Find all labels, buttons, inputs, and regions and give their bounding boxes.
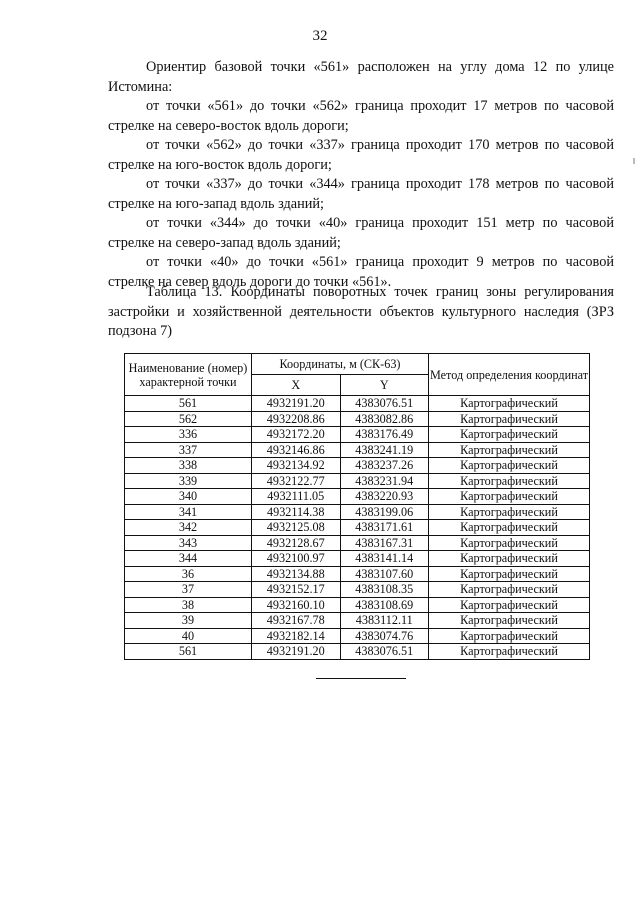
table-row xyxy=(125,427,590,443)
cell-point: 337 xyxy=(125,442,252,458)
cell-method: Картографический xyxy=(429,504,590,520)
table-body xyxy=(125,396,590,660)
cell-method: Картографический xyxy=(429,566,590,582)
table-row xyxy=(125,628,590,644)
cell-point: 562 xyxy=(125,411,252,427)
table-row xyxy=(125,644,590,660)
table-row xyxy=(125,566,590,582)
cell-y: 4383171.61 xyxy=(340,520,429,536)
table-row xyxy=(125,613,590,629)
scan-mark xyxy=(633,158,635,164)
cell-y: 4383199.06 xyxy=(340,504,429,520)
header-y: Y xyxy=(340,375,429,396)
paragraph-segment-1: от точки «561» до точки «562» граница проходит 17 метров по часовой стрелке на северо-восток вдоль дороги; xyxy=(108,98,614,134)
cell-y: 4383241.19 xyxy=(340,442,429,458)
coordinates-table xyxy=(124,353,590,660)
paragraph-segment-2: от точки «562» до точки «337» граница проходит 170 метров по часовой стрелке на юго-восток вдоль дороги; xyxy=(108,137,614,173)
paragraph-landmark: Ориентир базовой точки «561» расположен на углу дома 12 по улице Истомина: xyxy=(108,59,614,95)
cell-x: 4932191.20 xyxy=(252,396,341,412)
cell-y: 4383176.49 xyxy=(340,427,429,443)
paragraph-segment-3: от точки «337» до точки «344» граница проходит 178 метров по часовой стрелке на юго-запад вдоль зданий; xyxy=(108,176,614,212)
paragraph-segment-5: от точки «40» до точки «561» граница проходит 9 метров по часовой стрелке на север вдоль дороги до точки «561». xyxy=(108,254,614,290)
cell-y: 4383082.86 xyxy=(340,411,429,427)
cell-x: 4932167.78 xyxy=(252,613,341,629)
cell-x: 4932111.05 xyxy=(252,489,341,505)
cell-x: 4932172.20 xyxy=(252,427,341,443)
cell-point: 342 xyxy=(125,520,252,536)
cell-y: 4383107.60 xyxy=(340,566,429,582)
table-row xyxy=(125,504,590,520)
header-point-name: Наименование (номер) характерной точки xyxy=(125,354,252,396)
cell-x: 4932152.17 xyxy=(252,582,341,598)
cell-point: 39 xyxy=(125,613,252,629)
cell-y: 4383231.94 xyxy=(340,473,429,489)
cell-point: 339 xyxy=(125,473,252,489)
body-text xyxy=(108,58,614,292)
cell-y: 4383076.51 xyxy=(340,396,429,412)
header-method: Метод определения координат xyxy=(429,354,590,396)
cell-x: 4932146.86 xyxy=(252,442,341,458)
cell-point: 561 xyxy=(125,644,252,660)
cell-method: Картографический xyxy=(429,442,590,458)
cell-method: Картографический xyxy=(429,613,590,629)
table-row xyxy=(125,551,590,567)
cell-x: 4932125.08 xyxy=(252,520,341,536)
table-row xyxy=(125,597,590,613)
cell-x: 4932160.10 xyxy=(252,597,341,613)
cell-y: 4383167.31 xyxy=(340,535,429,551)
cell-method: Картографический xyxy=(429,551,590,567)
cell-y: 4383074.76 xyxy=(340,628,429,644)
table-row xyxy=(125,411,590,427)
table-row xyxy=(125,535,590,551)
cell-x: 4932208.86 xyxy=(252,411,341,427)
cell-point: 338 xyxy=(125,458,252,474)
page-number: 32 xyxy=(312,28,328,44)
table-row xyxy=(125,458,590,474)
cell-method: Картографический xyxy=(429,427,590,443)
cell-method: Картографический xyxy=(429,582,590,598)
cell-point: 38 xyxy=(125,597,252,613)
cell-point: 343 xyxy=(125,535,252,551)
end-rule xyxy=(316,678,406,679)
cell-point: 340 xyxy=(125,489,252,505)
cell-x: 4932134.88 xyxy=(252,566,341,582)
cell-x: 4932114.38 xyxy=(252,504,341,520)
cell-point: 561 xyxy=(125,396,252,412)
cell-method: Картографический xyxy=(429,396,590,412)
cell-x: 4932100.97 xyxy=(252,551,341,567)
header-x: X xyxy=(252,375,341,396)
cell-method: Картографический xyxy=(429,520,590,536)
cell-y: 4383220.93 xyxy=(340,489,429,505)
cell-y: 4383237.26 xyxy=(340,458,429,474)
table-row xyxy=(125,473,590,489)
cell-x: 4932122.77 xyxy=(252,473,341,489)
cell-method: Картографический xyxy=(429,597,590,613)
cell-x: 4932182.14 xyxy=(252,628,341,644)
cell-y: 4383112.11 xyxy=(340,613,429,629)
table-row xyxy=(125,396,590,412)
cell-method: Картографический xyxy=(429,628,590,644)
cell-method: Картографический xyxy=(429,473,590,489)
cell-method: Картографический xyxy=(429,411,590,427)
cell-x: 4932128.67 xyxy=(252,535,341,551)
table-row xyxy=(125,442,590,458)
paragraph-segment-4: от точки «344» до точки «40» граница проходит 151 метр по часовой стрелке на северо-запад вдоль зданий; xyxy=(108,215,614,251)
cell-y: 4383108.69 xyxy=(340,597,429,613)
table-caption: Таблица 13. Координаты поворотных точек границ зоны регулирования застройки и хозяйственной деятельности объектов культурного наследия (ЗРЗ подзона 7) xyxy=(108,284,614,339)
cell-y: 4383141.14 xyxy=(340,551,429,567)
cell-method: Картографический xyxy=(429,535,590,551)
cell-x: 4932191.20 xyxy=(252,644,341,660)
table-row xyxy=(125,582,590,598)
cell-method: Картографический xyxy=(429,489,590,505)
cell-method: Картографический xyxy=(429,644,590,660)
cell-point: 36 xyxy=(125,566,252,582)
cell-method: Картографический xyxy=(429,458,590,474)
table-row xyxy=(125,489,590,505)
table-row xyxy=(125,520,590,536)
header-coordinates: Координаты, м (СК-63) xyxy=(252,354,429,375)
cell-x: 4932134.92 xyxy=(252,458,341,474)
cell-point: 37 xyxy=(125,582,252,598)
cell-point: 336 xyxy=(125,427,252,443)
cell-point: 341 xyxy=(125,504,252,520)
cell-point: 40 xyxy=(125,628,252,644)
cell-y: 4383076.51 xyxy=(340,644,429,660)
cell-point: 344 xyxy=(125,551,252,567)
cell-y: 4383108.35 xyxy=(340,582,429,598)
